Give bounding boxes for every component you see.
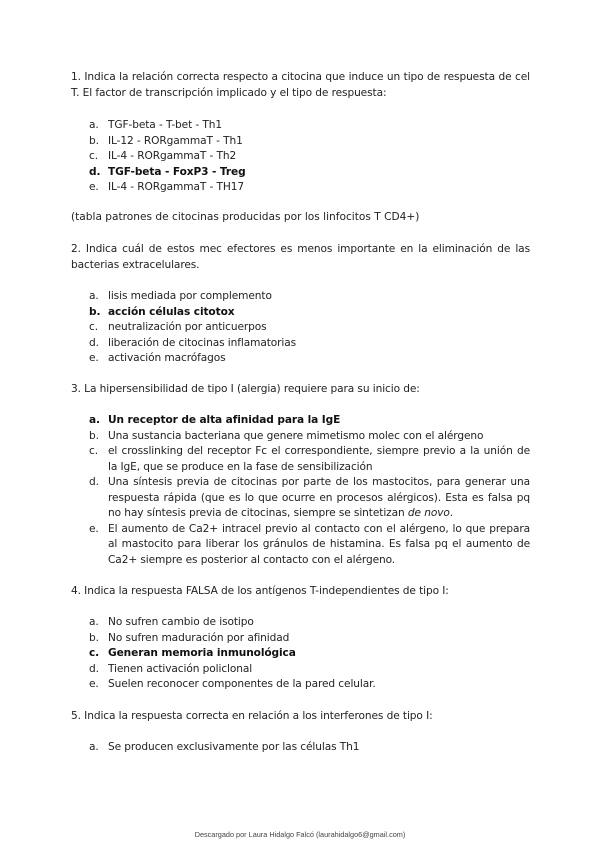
question-text: 1. Indica la relación correcta respecto a citocina que induce un tipo de respuesta de cel T. El factor de transcripción implicado y el tipo de respuesta: (71, 71, 530, 99)
question-text: 5. Indica la respuesta correcta en relación a los interferones de tipo I: (71, 710, 433, 722)
question-5-options (71, 740, 530, 756)
question-2-options (71, 289, 530, 367)
question-2 (71, 242, 530, 273)
option: d. Tienen activación policlonal (89, 662, 253, 675)
option: e. Suelen reconocer componentes de la pared celular. (89, 678, 376, 690)
correct-option: d. TGF-beta - FoxP3 - Treg (89, 165, 246, 178)
option: c. neutralización por anticuerpos (89, 321, 267, 333)
question-4 (71, 584, 530, 600)
question-1 (71, 70, 530, 101)
question-text: 4. Indica la respuesta FALSA de los antígenos T-independientes de tipo I: (71, 585, 449, 597)
question-4-options (71, 615, 530, 693)
option: b. IL-12 - RORgammaT - Th1 (89, 134, 243, 147)
option: d. liberación de citocinas inflamatorias (89, 336, 297, 349)
question-text: 3. La hipersensibilidad de tipo I (alergia) requiere para su inicio de: (71, 383, 420, 395)
option: a. No sufren cambio de isotipo (89, 616, 254, 628)
correct-option: b. acción células citotox (89, 305, 235, 318)
download-footer: Descargado por Laura Hidalgo Falcó (laurahidalgo6@gmail.com) (194, 830, 406, 839)
option: a. Se producen exclusivamente por las células Th1 (89, 741, 360, 753)
question-5 (71, 709, 530, 725)
option: e. activación macrófagos (89, 352, 226, 364)
option: e. El aumento de Ca2+ intracel previo al contacto con el alérgeno, lo que prepara al mastocito para liberar los gránulos de histamina. Es falsa pq el aumento de Ca2+ siempre es posterior al contacto con el alérgeno. (89, 522, 530, 566)
option: b. No sufren maduración por afinidad (89, 631, 290, 644)
option: c. IL-4 - RORgammaT - Th2 (89, 150, 237, 162)
question-1-options (71, 118, 530, 196)
question-3 (71, 382, 530, 398)
correct-option: c. Generan memoria inmunológica (89, 647, 296, 659)
note: (tabla patrones de citocinas producidas por los linfocitos T CD4+) (71, 211, 420, 223)
option: a. TGF-beta - T-bet - Th1 (89, 119, 223, 131)
option: c. el crosslinking del receptor Fc el correspondiente, siempre previo a la unión de la IgE, que se produce en la fase de sensibilización (89, 445, 530, 473)
option: b. Una sustancia bacteriana que genere mimetismo molec con el alérgeno (89, 429, 484, 442)
option: a. lisis mediada por complemento (89, 290, 272, 302)
question-text: 2. Indica cuál de estos mec efectores es menos importante en la eliminación de las bacterias extracelulares. (71, 243, 530, 271)
option: d. Una síntesis previa de citocinas por parte de los mastocitos, para generar una respuesta rápida (que es lo que ocurre en procesos alérgicos). Esta es falsa pq no hay síntesis previa de citocinas, siempre se sintetizan de novo. (89, 476, 530, 519)
correct-option: a. Un receptor de alta afinidad para la IgE (89, 414, 341, 426)
question-3-options (71, 413, 530, 568)
option: e. IL-4 - RORgammaT - TH17 (89, 181, 245, 193)
